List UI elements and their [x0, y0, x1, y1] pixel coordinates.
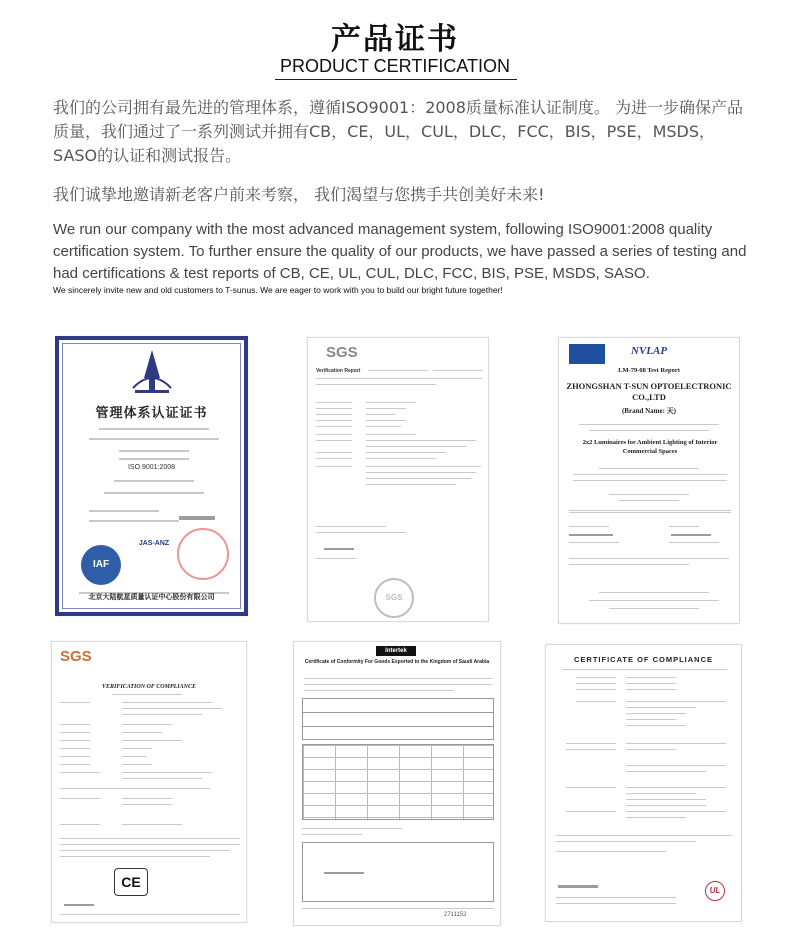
iso-issuer: 北京大陆航星质量认证中心股份有限公司: [88, 593, 215, 601]
lm79-company: ZHONGSHAN T-SUN OPTOELECTRONIC CO.,LTD: [566, 381, 732, 402]
invitation-paragraph-en: We sincerely invite new and old customers to T-sunus. We are eager to work with you to build our bright future together!: [53, 285, 503, 295]
page-title-en: PRODUCT CERTIFICATION: [279, 56, 510, 76]
lm79-brand: (Brand Name: 天): [621, 407, 677, 415]
certification-emblem-icon: [129, 348, 175, 396]
applicant-table: [302, 698, 494, 740]
nvlap-logo: NVLAP: [631, 345, 668, 357]
sgs-seal: SGS: [374, 578, 414, 618]
jas-anz-logo: JAS-ANZ: [138, 540, 170, 547]
report-heading: Verification Report: [316, 368, 361, 374]
certificate-number: 2711152: [444, 912, 467, 918]
invitation-paragraph-cn: 我们诚挚地邀请新老客户前来考察， 我们渴望与您携手共创美好未来!: [53, 185, 545, 204]
sgs-logo: SGS: [60, 648, 92, 665]
ul-mark: UL: [705, 881, 725, 901]
lm79-heading: LM-79-08 Test Report: [618, 367, 680, 374]
ul-certificate-of-compliance-image: [545, 644, 742, 922]
page-title-cn: 产品证书: [331, 22, 459, 57]
iso-certificate-image: [55, 336, 248, 616]
lm79-test-report-image: [558, 337, 740, 624]
iaf-logo: IAF: [81, 545, 121, 585]
lab-logo: [569, 344, 605, 364]
product-table: [302, 744, 494, 820]
intro-paragraph-en: We run our company with the most advanced management system, following ISO9001:2008 quality certification system. To further ensure the quality of our products, we have passed a series of testing and had certifications & test reports of CB, CE, UL, CUL, DLC, FCC, BIS, PSE, MSDS, SASO.: [53, 221, 747, 282]
sgs-verification-of-compliance-image: [51, 641, 247, 923]
iso-certificate-title: 管理体系认证证书: [95, 406, 208, 421]
iso-standard: ISO 9001:2008: [127, 464, 176, 471]
sgs-logo: SGS: [326, 344, 358, 361]
saso-certificate-image: [293, 641, 501, 926]
sgs-verification-report-image: [307, 337, 489, 622]
saso-heading: Certificate of Conformity For Goods Exported to the Kingdom of Saudi Arabia: [304, 659, 490, 665]
ce-mark: CE: [114, 868, 148, 896]
red-seal: [177, 528, 229, 580]
title-underline: [275, 79, 517, 80]
lm79-luminaire: 2x2 Luminaires for Ambient Lighting of Interior Commercial Spaces: [582, 439, 718, 455]
ul-heading: CERTIFICATE OF COMPLIANCE: [573, 655, 714, 664]
compliance-heading: VERIFICATION OF COMPLIANCE: [102, 684, 196, 690]
intertek-logo: Intertek: [376, 646, 416, 656]
intro-paragraph-cn: 我们的公司拥有最先进的管理体系，遵循ISO9001：2008质量标准认证制度。 为进一步确保产品质量，我们通过了一系列测试并拥有CB，CE，UL，CUL，DLC，FCC，BIS，PSE，MSDS，SASO的认证和测试报告。: [53, 98, 743, 165]
